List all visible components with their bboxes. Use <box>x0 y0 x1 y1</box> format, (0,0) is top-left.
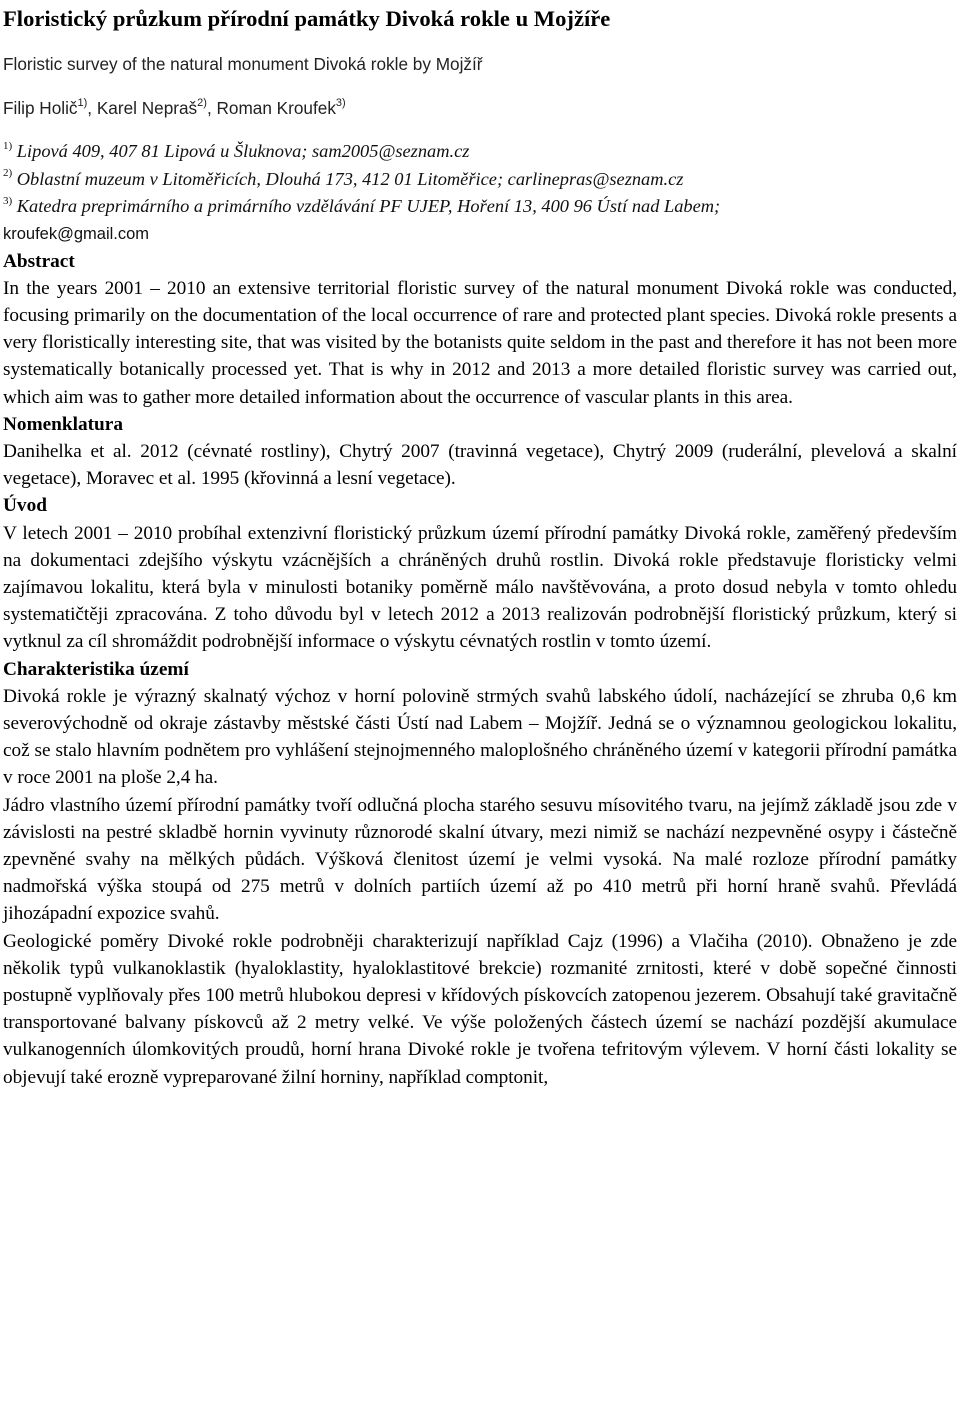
nomenklatura-section <box>3 411 957 493</box>
affiliation-text: Oblastní muzeum v Litoměřicích, Dlouhá 173, 412 01 Litoměřice; carlinepras@seznam.cz <box>16 168 684 189</box>
paper-title: Floristický průzkum přírodní památky Divoká rokle u Mojžíře <box>3 6 611 31</box>
affiliation-item <box>3 138 957 166</box>
charakteristika-paragraph: Divoká rokle je výrazný skalnatý výchoz v horní polovině strmých svahů labského údolí, nacházející se zhruba 0,6 km severovýchodně od okraje zástavby městské části Ústí nad Labem – Mojžíř. Jedná se o významnou geologickou lokalitu, což se stalo hlavním podnětem pro vyhlášení stejnojmenného maloplošného chráněného území v kategorii přírodní památka v roce 2001 na ploše 2,4 ha. <box>3 685 957 789</box>
author-name: Roman Kroufek <box>216 98 336 118</box>
affiliation-mark: 1) <box>3 139 13 152</box>
section-heading-nomenklatura: Nomenklatura <box>3 413 123 435</box>
affiliations <box>3 138 957 248</box>
affiliation-email: kroufek@gmail.com <box>3 224 150 243</box>
author-name: Karel Nepraš <box>96 98 198 118</box>
author-name: Filip Holič <box>3 98 78 118</box>
charakteristika-paragraph: Geologické poměry Divoké rokle podrobněji charakterizují například Cajz (1996) a Vlačiha (2010). Obnaženo je zde několik typů vulkanoklastik (hyaloklastity, hyaloklastitové brekcie) rozmanité zrnitosti, které v době sopečné činnosti postupně vyplňovaly přes 100 metrů hlubokou depresi v křídových pískovcích zatopenou jezerem. Obsahují také gravitačně transportované balvany pískovců až 2 metry velké. Ve výše položených částech území se nachází pozdější akumulace vulkanogenních úlomkovitých proudů, horní hrana Divoké rokle je tvořena tefritovým výlevem. V horní části lokality se objevují také erozně vypreparované žilní horniny, například comptonit, <box>3 930 957 1088</box>
affiliation-item <box>3 193 957 221</box>
author-affiliation-mark: 2) <box>197 97 207 110</box>
charakteristika-paragraph: Jádro vlastního území přírodní památky tvoří odlučná plocha starého sesuvu mísovitého tvaru, na jejímž základě jsou zde v závislosti na pestré skladbě hornin vyvinuty různorodé skalní útvary, mezi nimiž se nachází nezpevněné osypy i částečně zpevněné svahy na mělkých půdách. Výšková členitost území je velmi vysoká. Na malé rozloze přírodní památky nadmořská výška stoupá od 275 metrů v dolních partiích území až po 410 metrů při horní hraně svahů. Převládá jihozápadní expozice svahů. <box>3 794 957 925</box>
section-heading-charakteristika: Charakteristika území <box>3 658 189 680</box>
affiliation-mark: 3) <box>3 194 13 207</box>
uvod-section <box>3 492 957 655</box>
section-heading-abstract: Abstract <box>3 250 75 272</box>
abstract-paragraph: In the years 2001 – 2010 an extensive territorial floristic survey of the natural monument Divoká rokle was conducted, focusing primarily on the documentation of the local occurrence of rare and protected plant species. Divoká rokle presents a very floristically interesting site, that was visited by the botanists quite seldom in the past and therefore it has not been more systematically botanically processed yet. That is why in 2012 and 2013 a more detailed floristic survey was carried out, which aim was to gather more detailed information about the occurrence of vascular plants in this area. <box>3 277 957 408</box>
abstract-section <box>3 248 957 411</box>
affiliation-text: Lipová 409, 407 81 Lipová u Šluknova; sam2005@seznam.cz <box>16 141 470 161</box>
affiliation-item <box>3 166 957 194</box>
affiliation-mark: 2) <box>3 167 13 180</box>
nomenklatura-paragraph: Danihelka et al. 2012 (cévnaté rostliny), Chytrý 2007 (travinná vegetace), Chytrý 2009 (ruderální, plevelová a skalní vegetace), Moravec et al. 1995 (křovinná a lesní vegetace). <box>3 440 957 490</box>
author-affiliation-mark: 1) <box>77 97 88 110</box>
affiliation-text: Katedra preprimárního a primárního vzdělávání PF UJEP, Hoření 13, 400 96 Ústí nad Labem; <box>16 196 721 216</box>
uvod-paragraph: V letech 2001 – 2010 probíhal extenzivní floristický průzkum území přírodní památky Divoká rokle, zaměřený především na dokumentaci zdejšího výskytu vzácnějších a chráněných druhů rostlin. Divoká rokle představuje floristicky velmi zajímavou lokalitu, která byla v minulosti botaniky poměrně málo navštěvována, a proto dosud nebyla v tomto ohledu systematičtěji zpracována. Z toho důvodu byl v letech 2012 a 2013 realizován podrobnější floristický průzkum, který si vytknul za cíl shromáždit podrobnější informace o výskytu cévnatých rostlin v tomto území. <box>3 522 957 653</box>
author-list: Filip Holič$^{1)}$, Karel Nepraš$^{2)}$, Roman Kroufek$^{3)}$ <box>3 97 346 118</box>
english-subtitle: Floristic survey of the natural monument Divoká rokle by Mojžíř <box>3 54 483 74</box>
charakteristika-section <box>3 656 957 1091</box>
section-heading-uvod: Úvod <box>3 495 47 517</box>
author-affiliation-mark: 3) <box>335 97 346 110</box>
